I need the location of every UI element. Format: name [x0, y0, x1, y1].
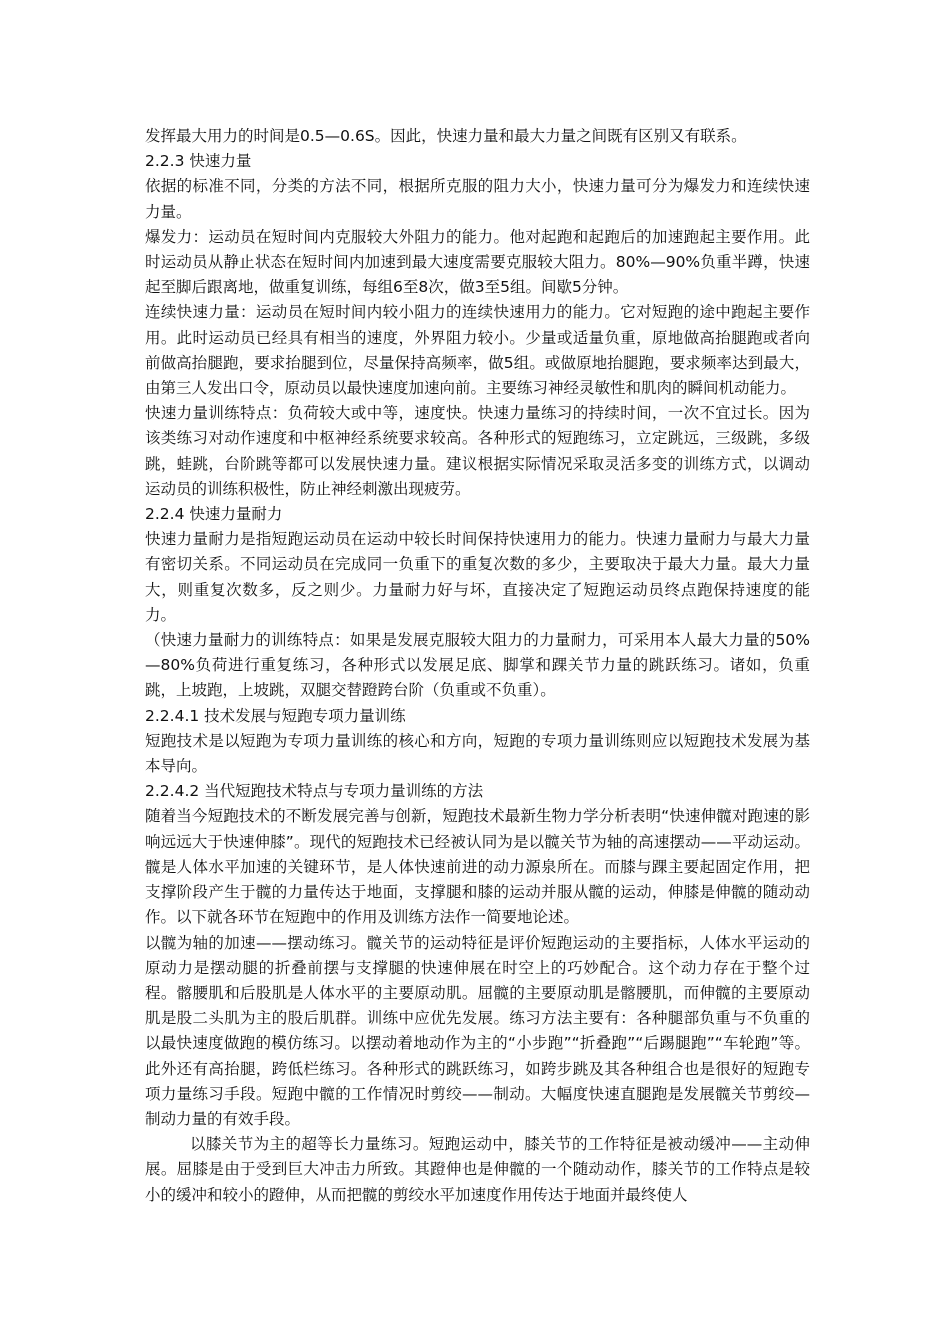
paragraph: 以髋为轴的加速——摆动练习。髋关节的运动特征是评价短跑运动的主要指标，人体水平运动的原动力是摆动腿的折叠前摆与支撑腿的快速伸展在时空上的巧妙配合。这个动力存在于整个过程。髂腰肌和后股肌是人体水平的主要原动肌。屈髋的主要原动肌是髂腰肌，而伸髋的主要原动肌是股二头肌为主的股后肌群。训练中应优先发展。练习方法主要有：各种腿部负重与不负重的以最快速度做跑的模仿练习。以摆动着地动作为主的“小步跑”“折叠跑”“后踢腿跑”“车轮跑”等。此外还有高抬腿，跨低栏练习。各种形式的跳跃练习，如跨步跳及其各种组合也是很好的短跑专项力量练习手段。短跑中髋的工作情况时剪绞——制动。大幅度快速直腿跑是发展髋关节剪绞—制动力量的有效手段。	[145, 933, 810, 1128]
paragraph: 发挥最大用力的时间是0.5—0.6S。因此，快速力量和最大力量之间既有区别又有联系。	[145, 127, 747, 145]
section-heading-2-2-4-2: 2.2.4.2 当代短跑技术特点与专项力量训练的方法	[145, 782, 484, 801]
section-heading-2-2-4: 2.2.4 快速力量耐力	[145, 505, 283, 524]
paragraph: 依据的标准不同，分类的方法不同，根据所克服的阻力大小，快速力量可分为爆发力和连续快速力量。	[145, 177, 810, 221]
document-page	[145, 124, 810, 1208]
paragraph: 快速力量耐力是指短跑运动员在运动中较长时间保持快速用力的能力。快速力量耐力与最大力量有密切关系。不同运动员在完成同一负重下的重复次数的多少，主要取决于最大力量。最大力量大，则重复次数多，反之则少。力量耐力好与坏，直接决定了短跑运动员终点跑保持速度的能力。	[145, 530, 810, 624]
paragraph: 快速力量训练特点：负荷较大或中等，速度快。快速力量练习的持续时间，一次不宜过长。因为该类练习对动作速度和中枢神经系统要求较高。各种形式的短跑练习，立定跳远，三级跳，多级跳，蛙跳，台阶跳等都可以发展快速力量。建议根据实际情况采取灵活多变的训练方式，以调动运动员的训练积极性，防止神经刺激出现疲劳。	[145, 404, 810, 498]
section-heading-2-2-4-1: 2.2.4.1 技术发展与短跑专项力量训练	[145, 706, 406, 725]
paragraph-indented: 以膝关节为主的超等长力量练习。短跑运动中，膝关节的工作特征是被动缓冲——主动伸展。屈膝是由于受到巨大冲击力所致。其蹬伸也是伸髋的一个随动动作，膝关节的工作特点是较小的缓冲和较小的蹬伸，从而把髋的剪绞水平加速度作用传达于地面并最终使人	[145, 1135, 810, 1204]
paragraph: 连续快速力量：运动员在短时间内较小阻力的连续快速用力的能力。它对短跑的途中跑起主要作用。此时运动员已经具有相当的速度，外界阻力较小。少量或适量负重，原地做高抬腿跑或者向前做高抬腿跑，要求抬腿到位，尽量保持高频率，做5组。或做原地抬腿跑，要求频率达到最大，由第三人发出口令，原动员以最快速度加速向前。主要练习神经灵敏性和肌肉的瞬间机动能力。	[145, 303, 810, 398]
paragraph: 爆发力：运动员在短时间内克服较大外阻力的能力。他对起跑和起跑后的加速跑起主要作用。此时运动员从静止状态在短时间内加速到最大速度需要克服较大阻力。80%—90%负重半蹲，快速起至脚后跟离地，做重复训练，每组6至8次，做3至5组。间歇5分钟。	[145, 227, 810, 297]
section-heading-2-2-3: 2.2.3 快速力量	[145, 152, 252, 171]
paragraph: 随着当今短跑技术的不断发展完善与创新，短跑技术最新生物力学分析表明“快速伸髋对跑速的影响远远大于快速伸膝”。现代的短跑技术已经被认同为是以髋关节为轴的高速摆动——平动运动。髋是人体水平加速的关键环节，是人体快速前进的动力源泉所在。而膝与踝主要起固定作用，把支撑阶段产生于髋的力量传达于地面，支撑腿和膝的运动并服从髋的运动，伸膝是伸髋的随动动作。以下就各环节在短跑中的作用及训练方法作一简要地论述。	[145, 807, 810, 927]
paragraph: （快速力量耐力的训练特点：如果是发展克服较大阻力的力量耐力，可采用本人最大力量的50%—80%负荷进行重复练习，各种形式以发展足底、脚掌和踝关节力量的跳跃练习。诸如，负重跳，上坡跑，上坡跳，双腿交替蹬跨台阶（负重或不负重）。	[145, 631, 810, 700]
paragraph: 短跑技术是以短跑为专项力量训练的核心和方向，短跑的专项力量训练则应以短跑技术发展为基本导向。	[145, 731, 810, 776]
